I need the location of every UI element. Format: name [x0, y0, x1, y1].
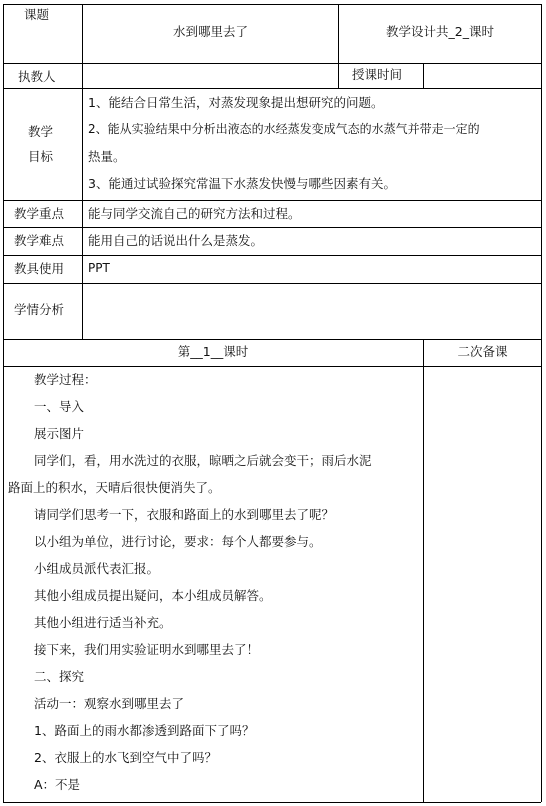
difficulties-value: 能用自己的话说出什么是蒸发。 — [88, 233, 264, 248]
table-line — [423, 339, 424, 802]
process-line: 路面上的积水，天晴后很快便消失了。 — [8, 480, 221, 495]
objectives-label: 目标 — [28, 149, 54, 164]
objective-item: 2、能从实验结果中分析出液态的水经蒸发变成气态的水蒸气并带走一定的 — [88, 122, 480, 136]
subject-label: 课题 — [24, 7, 50, 22]
analysis-label: 学情分析 — [14, 302, 65, 317]
teacher-label: 执教人 — [18, 69, 56, 84]
lesson-title: 水到哪里去了 — [172, 24, 248, 39]
process-line: 同学们，看，用水洗过的衣服，晾晒之后就会变干；雨后水泥 — [34, 453, 372, 468]
objectives-label: 教学 — [28, 124, 54, 139]
table-line — [3, 366, 541, 367]
process-line: 2、衣服上的水飞到空气中了吗？ — [34, 750, 217, 765]
table-line — [3, 200, 541, 201]
table-line — [3, 4, 541, 5]
key-points-value: 能与同学交流自己的研究方法和过程。 — [88, 206, 301, 221]
key-points-label: 教学重点 — [14, 206, 65, 221]
process-line: 教学过程： — [34, 372, 97, 387]
table-line — [3, 63, 541, 64]
table-line — [3, 802, 541, 803]
table-line — [3, 255, 541, 256]
table-line — [3, 283, 541, 284]
objective-item: 1、能结合日常生活，对蒸发现象提出想研究的问题。 — [88, 95, 384, 110]
time-label: 授课时间 — [352, 67, 403, 82]
table-line — [3, 4, 4, 802]
design-info: 教学设计共_2_课时 — [386, 24, 494, 39]
difficulties-label: 教学难点 — [14, 233, 65, 248]
table-line — [3, 227, 541, 228]
process-line: 1、路面上的雨水都渗透到路面下了吗？ — [34, 723, 255, 738]
process-line: 小组成员派代表汇报。 — [34, 561, 160, 576]
process-line: 展示图片 — [34, 426, 85, 441]
process-line: 以小组为单位，进行讨论，要求：每个人都要参与。 — [34, 534, 322, 549]
table-line — [82, 4, 83, 339]
table-line — [423, 63, 424, 88]
process-line: 二、探究 — [34, 669, 85, 684]
table-line — [338, 4, 339, 88]
process-line: 活动一：观察水到哪里去了 — [34, 696, 185, 711]
tools-value: PPT — [88, 261, 110, 275]
table-line — [3, 88, 541, 89]
period-label: 第__1__课时 — [177, 344, 249, 359]
table-line — [541, 4, 542, 802]
tools-label: 教具使用 — [14, 261, 65, 276]
table-line — [3, 339, 541, 340]
process-line: A：不是 — [34, 777, 81, 792]
objective-item: 3、能通过试验探究常温下水蒸发快慢与哪些因素有关。 — [88, 176, 396, 191]
process-line: 请同学们思考一下，衣服和路面上的水到哪里去了呢？ — [34, 507, 335, 522]
second-prep-label: 二次备课 — [457, 344, 508, 359]
process-line: 其他小组进行适当补充。 — [34, 615, 172, 630]
process-line: 其他小组成员提出疑问，本小组成员解答。 — [34, 588, 272, 603]
process-line: 接下来，我们用实验证明水到哪里去了！ — [34, 642, 260, 657]
process-line: 一、导入 — [34, 399, 85, 414]
objective-item: 热量。 — [88, 149, 126, 164]
